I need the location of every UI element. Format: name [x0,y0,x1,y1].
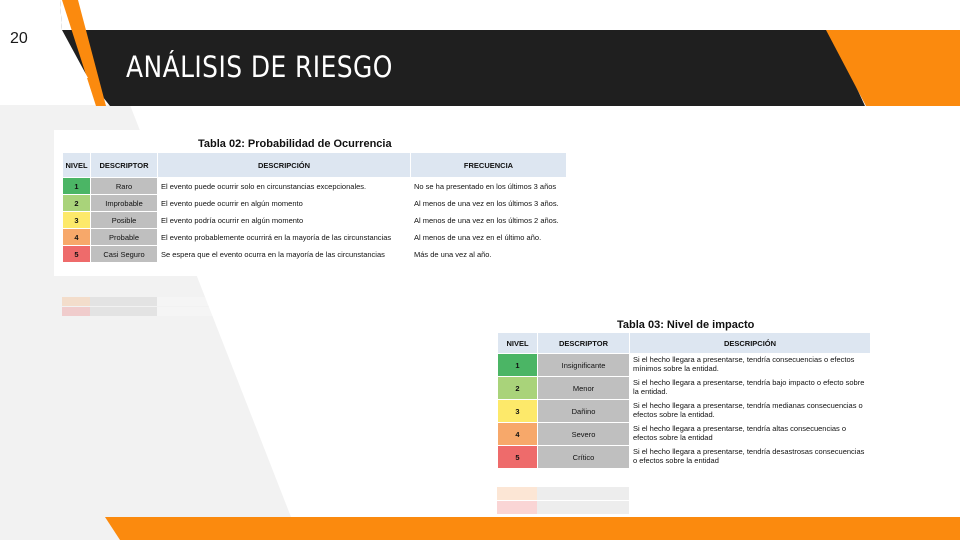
descriptor-cell: Improbable [91,195,158,212]
level-cell: 3 [498,400,538,423]
descriptor-cell: Raro [91,178,158,195]
level-cell: 4 [63,229,91,246]
descriptor-cell: Crítico [538,446,630,469]
probability-table-reflection [62,286,566,316]
impact-table-reflection [497,484,870,514]
level-cell: 1 [498,354,538,377]
level-cell: 2 [498,377,538,400]
level-cell: 3 [63,212,91,229]
descriptor-cell: Posible [91,212,158,229]
impact-table [497,332,871,469]
header-descripcion: DESCRIPCIÓN [158,153,411,178]
table-row [63,212,567,229]
level-cell: 5 [63,246,91,263]
slide-title: ANÁLISIS DE RIESGO [126,50,393,84]
slide-number: 20 [10,30,28,47]
description-cell: El evento probablemente ocurrirá en la mayoría de las circunstancias [158,229,411,246]
descriptor-cell: Insignificante [538,354,630,377]
table-row [63,195,567,212]
header-nivel: NIVEL [498,333,538,354]
impact-table-title: Tabla 03: Nivel de impacto [617,319,755,331]
probability-table-header [63,153,567,178]
description-cell: Si el hecho llegara a presentarse, tendría medianas consecuencias o efectos sobre la entidad. [630,400,871,423]
table-row [63,246,567,263]
description-cell: Si el hecho llegara a presentarse, tendría bajo impacto o efecto sobre la entidad. [630,377,871,400]
table-row [498,446,871,469]
impact-table-card [493,313,877,476]
description-cell: Si el hecho llegara a presentarse, tendría consecuencias o efectos mínimos sobre la entidad. [630,354,871,377]
impact-table-header [498,333,871,354]
descriptor-cell: Casi Seguro [91,246,158,263]
probability-table [62,152,567,263]
description-cell: El evento podría ocurrir en algún momento [158,212,411,229]
frequency-cell: Al menos de una vez en el último año. [411,229,567,246]
frequency-cell: Más de una vez al año. [411,246,567,263]
table-row [498,354,871,377]
descriptor-cell: Probable [91,229,158,246]
frequency-cell: Al menos de una vez en los últimos 3 años. [411,195,567,212]
descriptor-cell: Menor [538,377,630,400]
descriptor-cell: Dañino [538,400,630,423]
probability-table-title: Tabla 02: Probabilidad de Ocurrencia [198,138,392,150]
level-cell: 4 [498,423,538,446]
description-cell: Si el hecho llegara a presentarse, tendría altas consecuencias o efectos sobre la entidad [630,423,871,446]
frequency-cell: No se ha presentado en los últimos 3 años [411,178,567,195]
description-cell: El evento puede ocurrir en algún momento [158,195,411,212]
level-cell: 5 [498,446,538,469]
table-row [63,229,567,246]
header-descripcion: DESCRIPCIÓN [630,333,871,354]
description-cell: Si el hecho llegara a presentarse, tendría desastrosas consecuencias o efectos sobre la entidad [630,446,871,469]
descriptor-cell: Severo [538,423,630,446]
header-nivel: NIVEL [63,153,91,178]
level-cell: 2 [63,195,91,212]
header-frecuencia: FRECUENCIA [411,153,567,178]
probability-table-card [54,130,570,276]
table-row [63,178,567,195]
table-row [498,400,871,423]
header-descriptor: DESCRIPTOR [91,153,158,178]
table-row [498,377,871,400]
description-cell: Se espera que el evento ocurra en la mayoría de las circunstancias [158,246,411,263]
description-cell: El evento puede ocurrir solo en circunstancias excepcionales. [158,178,411,195]
header-descriptor: DESCRIPTOR [538,333,630,354]
frequency-cell: Al menos de una vez en los últimos 2 años. [411,212,567,229]
table-row [498,423,871,446]
bottom-orange-bar [105,517,960,540]
level-cell: 1 [63,178,91,195]
